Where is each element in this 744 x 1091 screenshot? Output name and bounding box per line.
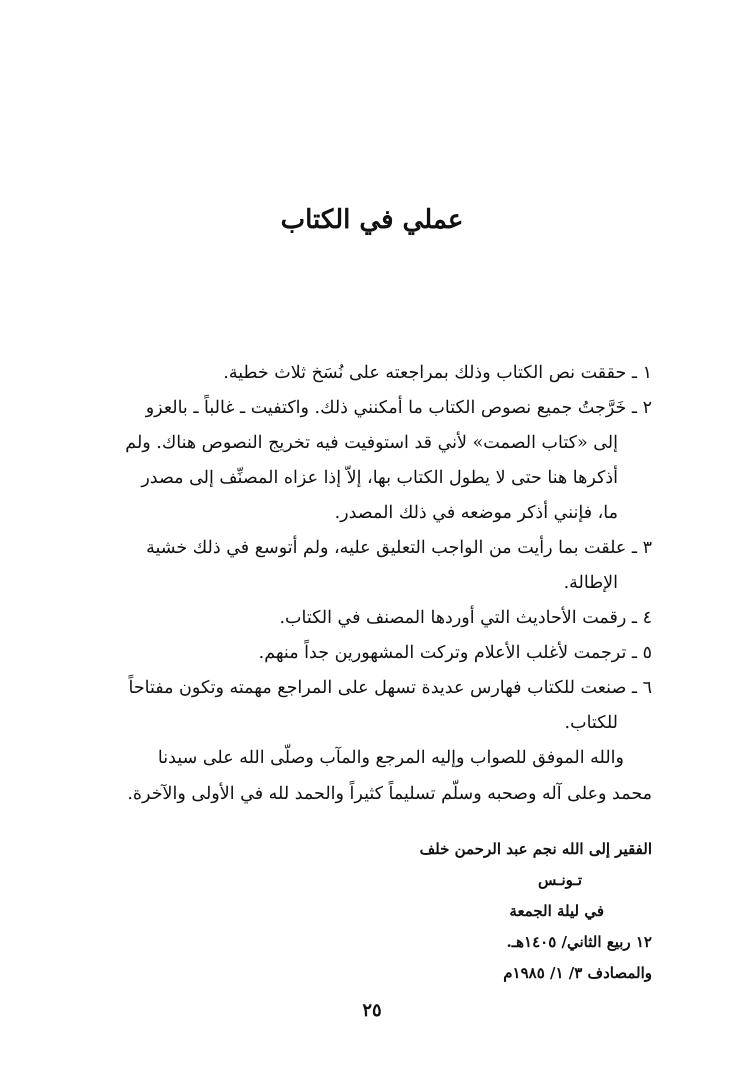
closing-line: والله الموفق للصواب وإليه المرجع والمآب وصلّى الله على سيدنا: [157, 748, 624, 768]
gregorian-date: والمصادف ٣/ ١/ ١٩٨٥م: [503, 964, 652, 982]
item-text: خَرَّجتُ جميع نصوص الكتاب ما أمكنني ذلك. واكتفيت ـ غالباً ـ بالعزو: [145, 398, 627, 418]
list-item: [96, 636, 652, 671]
item-text: رقمت الأحاديث التي أوردها المصنف في الكتاب.: [279, 608, 627, 628]
page-title: عملي في الكتاب: [280, 205, 464, 235]
list-item: [96, 531, 652, 566]
item-continuation: للكتاب.: [564, 713, 618, 733]
item-continuation: أذكرها هنا حتى لا يطول الكتاب بها، إلاّ إذا عزاه المصنِّف إلى مصدر: [141, 468, 618, 488]
closing-paragraph: [96, 740, 652, 812]
work-items-list: [96, 356, 652, 741]
item-text: ترجمت لأغلب الأعلام وتركت المشهورين جداً منهم.: [258, 643, 627, 663]
item-text: حققت نص الكتاب وذلك بمراجعته على نُسَخ ثلاث خطية.: [223, 363, 627, 383]
closing-line: محمد وعلى آله وصحبه وسلّم تسليماً كثيراً والحمد لله في الأولى والآخرة.: [127, 784, 652, 804]
item-text: علقت بما رأيت من الواجب التعليق عليه، ولم أتوسع في ذلك خشية: [146, 538, 627, 558]
signature-block: [332, 834, 652, 989]
item-number: ٦ ـ: [631, 678, 652, 698]
list-item: [96, 671, 652, 706]
signature-night: في ليلة الجمعة: [509, 902, 604, 920]
list-item: [96, 601, 652, 636]
signature-place: تـونـس: [537, 871, 582, 889]
item-continuation: إلى «كتاب الصمت» لأني قد استوفيت فيه تخريج النصوص هناك. ولم: [125, 433, 618, 453]
item-number: ١ ـ: [631, 363, 652, 383]
item-continuation: ما، فإنني أذكر موضعه في ذلك المصدر.: [334, 503, 618, 523]
list-item: [96, 356, 652, 391]
item-number: ٥ ـ: [631, 643, 652, 663]
list-item: [96, 391, 652, 426]
author-name: الفقير إلى الله نجم عبد الرحمن خلف: [419, 840, 652, 858]
item-text: صنعت للكتاب فهارس عديدة تسهل على المراجع مهمته وتكون مفتاحاً: [128, 678, 627, 698]
hijri-date: ١٢ ربيع الثاني/ ١٤٠٥هـ.: [506, 933, 652, 951]
item-continuation: الإطالة.: [563, 573, 618, 593]
item-number: ٣ ـ: [631, 538, 652, 558]
item-number: ٢ ـ: [631, 398, 652, 418]
item-number: ٤ ـ: [631, 608, 652, 628]
page-number: ٢٥: [362, 1000, 382, 1021]
